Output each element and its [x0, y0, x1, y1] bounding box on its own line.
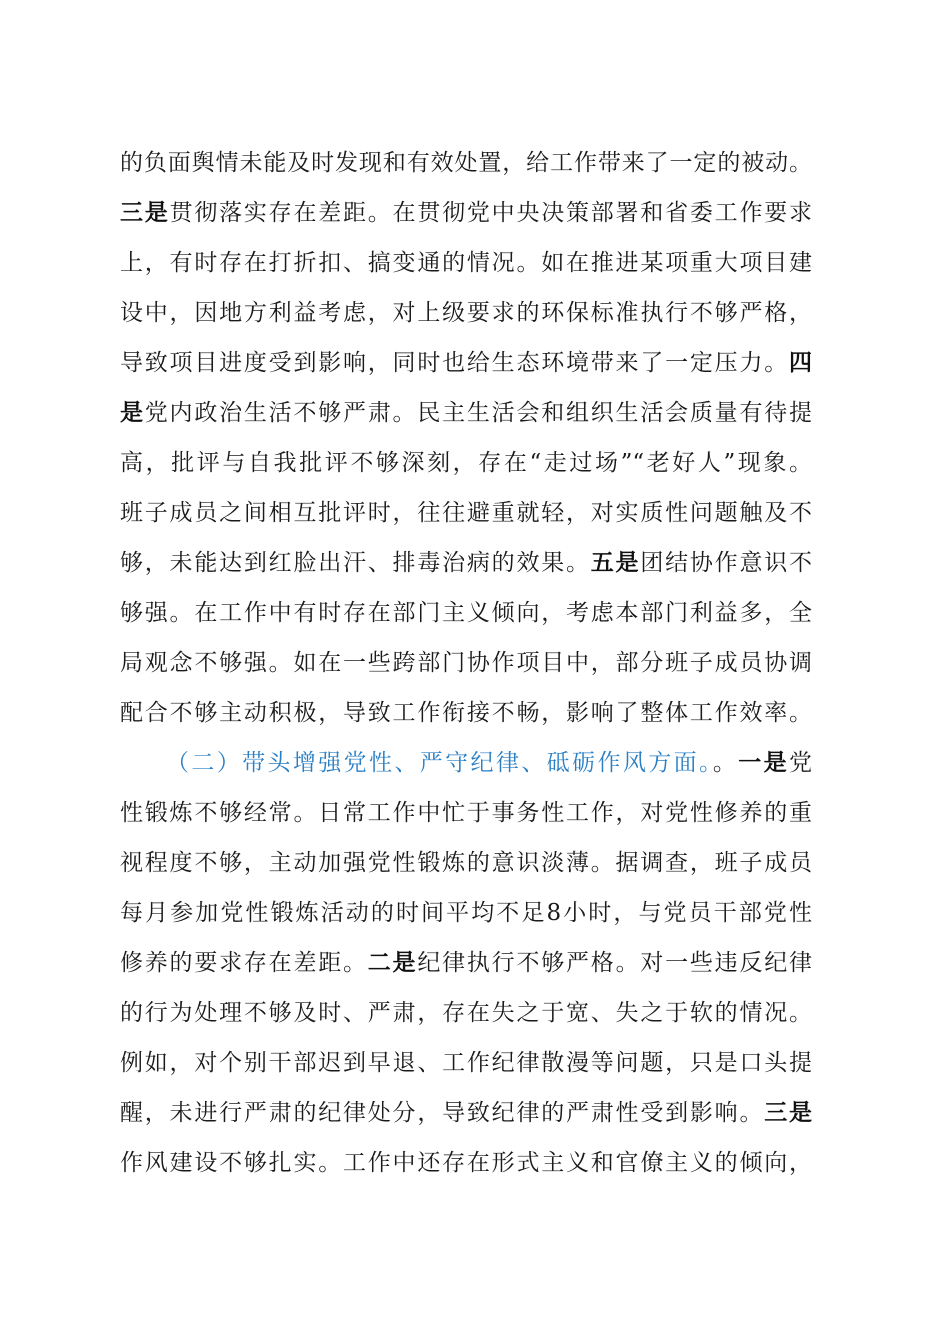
line-text: 导致项目进度受到影响，同时也给生态环境带来了一定压力。 — [120, 350, 789, 376]
text-line — [120, 488, 812, 538]
line-text: 配合不够主动积极，导致工作衔接不畅，影响了整体工作效率。 — [120, 700, 812, 726]
text-line — [120, 1138, 812, 1188]
bold-marker: 五是 — [590, 550, 641, 576]
line-text: 够，未能达到红脸出汗、排毒治病的效果。 — [120, 550, 591, 576]
line-text: 设中，因地方利益考虑，对上级要求的环保标准执行不够严格， — [120, 300, 812, 326]
text-line — [120, 238, 812, 288]
text-line — [120, 838, 812, 888]
document-body — [120, 138, 812, 1188]
line-text: 班子成员之间相互批评时，往往避重就轻，对实质性问题触及不 — [120, 500, 812, 526]
line-text: 上，有时存在打折扣、搞变通的情况。如在推进某项重大项目建 — [120, 250, 812, 276]
line-text: 性锻炼不够经常。日常工作中忙于事务性工作，对党性修养的重 — [120, 800, 812, 826]
text-line — [120, 188, 812, 238]
line-text: 醒，未进行严肃的纪律处分，导致纪律的严肃性受到影响。 — [120, 1100, 765, 1126]
line-text: 贯彻落实存在差距。在贯彻党中央决策部署和省委工作要求 — [169, 200, 812, 226]
section-heading: （二）带头增强党性、严守纪律、砥砺作风方面。 — [166, 750, 713, 776]
text-line — [120, 388, 812, 438]
bold-marker: 三是 — [120, 200, 170, 226]
line-text: 例如，对个别干部迟到早退、工作纪律散漫等问题，只是口头提 — [120, 1050, 812, 1076]
line-text: 够强。在工作中有时存在部门主义倾向，考虑本部门利益多，全 — [120, 600, 812, 626]
line-text: 的行为处理不够及时、严肃，存在失之于宽、失之于软的情况。 — [120, 1000, 812, 1026]
line-text: 修养的要求存在差距。 — [120, 950, 368, 976]
text-line — [120, 1038, 812, 1088]
line-text: 的负面舆情未能及时发现和有效处置，给工作带来了一定的被动。 — [120, 150, 812, 176]
line-text: 高，批评与自我批评不够深刻，存在“走过场”“老好人”现象。 — [120, 450, 812, 476]
line-text: 。 — [712, 750, 739, 776]
text-line — [120, 688, 812, 738]
bold-marker: 二是 — [367, 950, 418, 976]
line-text: 每月参加党性锻炼活动的时间平均不足8小时，与党员干部党性 — [120, 900, 812, 926]
text-line — [120, 1088, 812, 1138]
text-line — [120, 138, 812, 188]
text-line — [120, 538, 812, 588]
line-text: 视程度不够，主动加强党性锻炼的意识淡薄。据调查，班子成员 — [120, 850, 812, 876]
line-text: 纪律执行不够严格。对一些违反纪律 — [417, 950, 812, 976]
line-text: 团结协作意识不 — [640, 550, 812, 576]
text-line — [120, 338, 812, 388]
text-line — [120, 638, 812, 688]
line-text: 党内政治生活不够严肃。民主生活会和组织生活会质量有待提 — [144, 400, 812, 426]
text-line — [120, 438, 812, 488]
text-line — [120, 588, 812, 638]
text-line — [120, 788, 812, 838]
section-heading-line — [120, 738, 812, 788]
text-line — [120, 988, 812, 1038]
bold-marker: 三是 — [764, 1100, 812, 1126]
line-text: 党 — [789, 750, 812, 776]
line-text: 局观念不够强。如在一些跨部门协作项目中，部分班子成员协调 — [120, 650, 812, 676]
line-text: 作风建设不够扎实。工作中还存在形式主义和官僚主义的倾向， — [120, 1150, 812, 1176]
bold-marker: 四 — [789, 350, 812, 376]
bold-marker: 是 — [120, 400, 145, 426]
bold-marker: 一是 — [738, 750, 790, 776]
text-line — [120, 288, 812, 338]
text-line — [120, 888, 812, 938]
text-line — [120, 938, 812, 988]
